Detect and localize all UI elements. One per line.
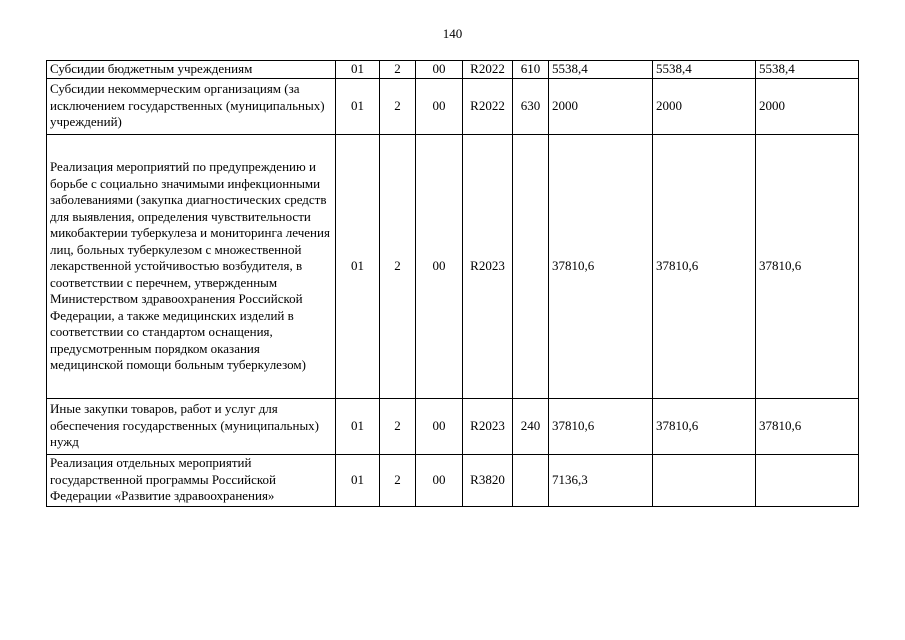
subprogram-code: 00: [416, 398, 463, 454]
target-code: R2022: [463, 61, 513, 79]
amount-year-3: 2000: [756, 78, 859, 134]
amount-year-1: 37810,6: [549, 398, 653, 454]
section-code: 01: [336, 78, 380, 134]
target-code: R2022: [463, 78, 513, 134]
program-code: 2: [380, 78, 416, 134]
section-code: 01: [336, 398, 380, 454]
target-code: R2023: [463, 134, 513, 398]
target-code: R2023: [463, 398, 513, 454]
amount-year-1: 2000: [549, 78, 653, 134]
section-code: 01: [336, 61, 380, 79]
expense-type-code: 610: [513, 61, 549, 79]
amount-year-2: 5538,4: [653, 61, 756, 79]
program-code: 2: [380, 454, 416, 506]
program-code: 2: [380, 398, 416, 454]
amount-year-1: 7136,3: [549, 454, 653, 506]
expense-type-code: 630: [513, 78, 549, 134]
amount-year-2: [653, 454, 756, 506]
subprogram-code: 00: [416, 61, 463, 79]
expense-type-code: [513, 454, 549, 506]
amount-year-1: 37810,6: [549, 134, 653, 398]
row-name: Реализация мероприятий по предупреждению и борьбе с социально значимыми инфекционными заболеваниями (закупка диагностических средств для выявления, определения чувствительности микобактерии туберкулеза и мониторинга лечения лиц, больных туберкулезом с множественной лекарственной устойчивостью возбудителя, в соответствии с перечнем, утвержденным Министерством здравоохранения Российской Федерации, а также медицинских изделий в соответствии со стандартом оснащения, предусмотренным порядком оказания медицинской помощи больным туберкулезом): [47, 134, 336, 398]
table-row: [47, 78, 859, 134]
section-code: 01: [336, 134, 380, 398]
budget-table: [46, 60, 859, 507]
program-code: 2: [380, 61, 416, 79]
table-row: [47, 454, 859, 506]
amount-year-2: 37810,6: [653, 134, 756, 398]
section-code: 01: [336, 454, 380, 506]
expense-type-code: 240: [513, 398, 549, 454]
table-row: [47, 398, 859, 454]
amount-year-3: 37810,6: [756, 134, 859, 398]
subprogram-code: 00: [416, 78, 463, 134]
row-name: Субсидии бюджетным учреждениям: [47, 61, 336, 79]
page-number: 140: [442, 26, 463, 41]
subprogram-code: 00: [416, 454, 463, 506]
program-code: 2: [380, 134, 416, 398]
subprogram-code: 00: [416, 134, 463, 398]
amount-year-3: [756, 454, 859, 506]
amount-year-3: 5538,4: [756, 61, 859, 79]
amount-year-2: 2000: [653, 78, 756, 134]
amount-year-1: 5538,4: [549, 61, 653, 79]
table-row: [47, 134, 859, 398]
table-row: [47, 61, 859, 79]
amount-year-2: 37810,6: [653, 398, 756, 454]
amount-year-3: 37810,6: [756, 398, 859, 454]
row-name: Иные закупки товаров, работ и услуг для обеспечения государственных (муниципальных) нужд: [47, 398, 336, 454]
row-name: Реализация отдельных мероприятий государственной программы Российской Федерации «Развитие здравоохранения»: [47, 454, 336, 506]
target-code: R3820: [463, 454, 513, 506]
row-name: Субсидии некоммерческим организациям (за исключением государственных (муниципальных) учреждений): [47, 78, 336, 134]
expense-type-code: [513, 134, 549, 398]
